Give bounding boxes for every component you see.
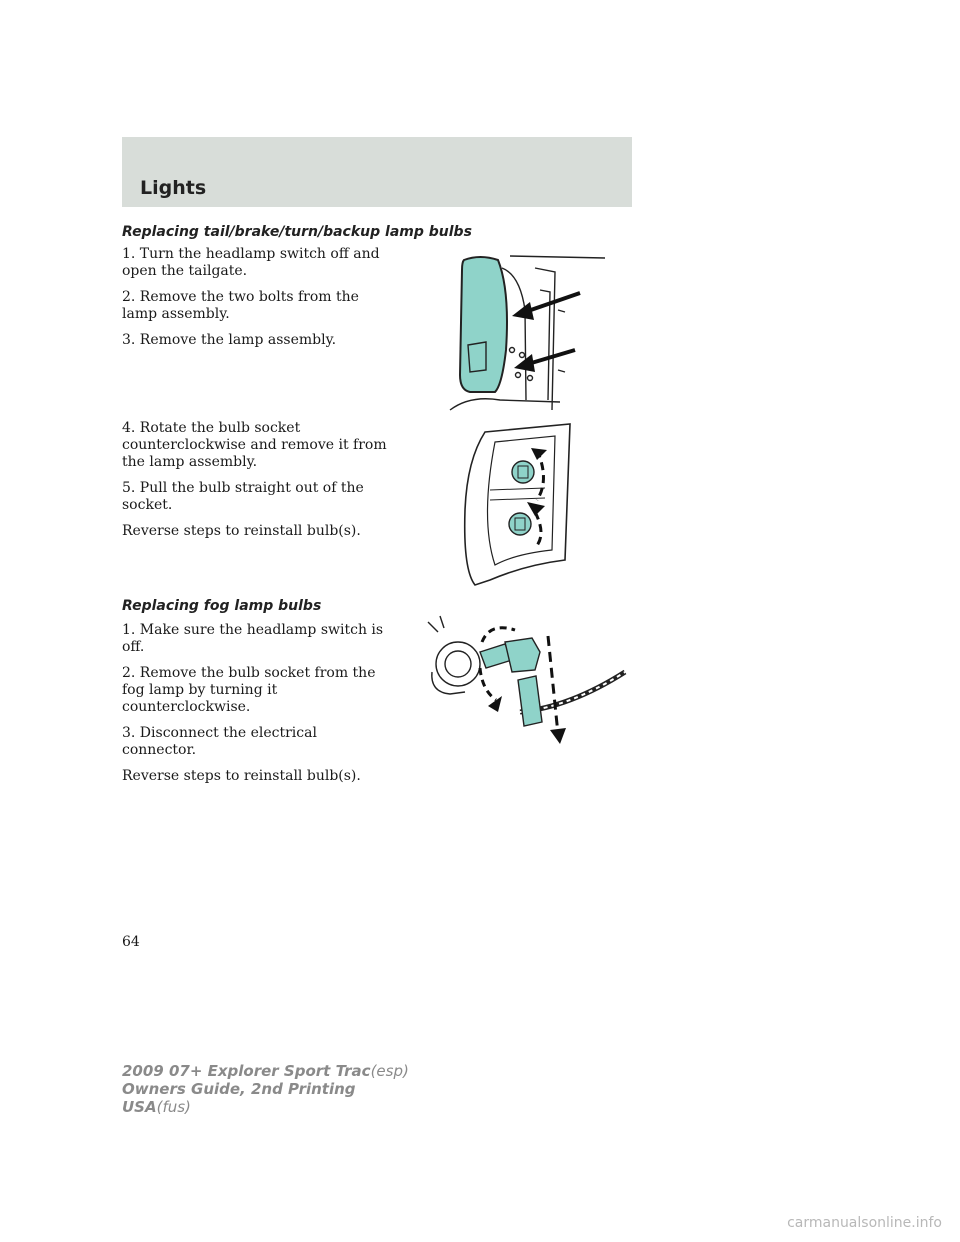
step-3: 3. Remove the lamp assembly. [122,332,337,348]
rotate-arrow-icon [535,512,541,548]
section-title-fog-lamp: Replacing fog lamp bulbs [122,598,322,614]
watermark: carmanualsonline.info [787,1215,942,1231]
footer-market: USA [122,1098,157,1116]
footer-market-code: (fus) [156,1098,191,1116]
step-2: 2. Remove the two bolts from the lamp assembly. [122,289,359,322]
footer-line-1 [122,1062,409,1080]
fog-step-1: 1. Make sure the headlamp switch is off. [122,622,384,655]
step-reverse: Reverse steps to reinstall bulb(s). [122,523,361,539]
tail-lamp-lens [460,257,507,392]
header-title: Lights [140,177,207,199]
step-1: 1. Turn the headlamp switch off and open the tailgate. [122,246,380,279]
rotate-arrow-icon [482,628,515,642]
upper-bulb-socket [512,461,534,483]
tail-lamp-steps-a [122,246,392,358]
section-title-tail-lamp: Replacing tail/brake/turn/backup lamp bulbs [122,224,472,240]
footer-model-code: (esp) [370,1062,409,1080]
fog-lamp-steps [122,622,392,794]
electrical-connector [518,676,542,726]
fog-lamp-bulb-illustration [420,612,635,744]
page-number: 64 [122,934,140,950]
step-4: 4. Rotate the bulb socket counterclockwise and remove it from the lamp assembly. [122,420,387,470]
footer-line-2: Owners Guide, 2nd Printing [122,1080,356,1098]
lower-bulb-socket [509,513,531,535]
fog-step-2: 2. Remove the bulb socket from the fog lamp by turning it counterclockwise. [122,665,376,715]
footer-line-3 [122,1098,409,1116]
section-header [122,137,632,207]
pull-arrow-icon [548,636,558,734]
step-5: 5. Pull the bulb straight out of the socket. [122,480,364,513]
fog-step-3: 3. Disconnect the electrical connector. [122,725,317,758]
tail-lamp-removal-illustration [440,250,620,415]
footer-model: 2009 07+ Explorer Sport Trac [122,1062,371,1080]
fog-step-reverse: Reverse steps to reinstall bulb(s). [122,768,361,784]
fog-bulb-socket [505,638,540,672]
tail-lamp-steps-b [122,420,392,549]
bulb-socket-rotation-illustration [455,420,580,588]
document-footer [122,1062,409,1116]
